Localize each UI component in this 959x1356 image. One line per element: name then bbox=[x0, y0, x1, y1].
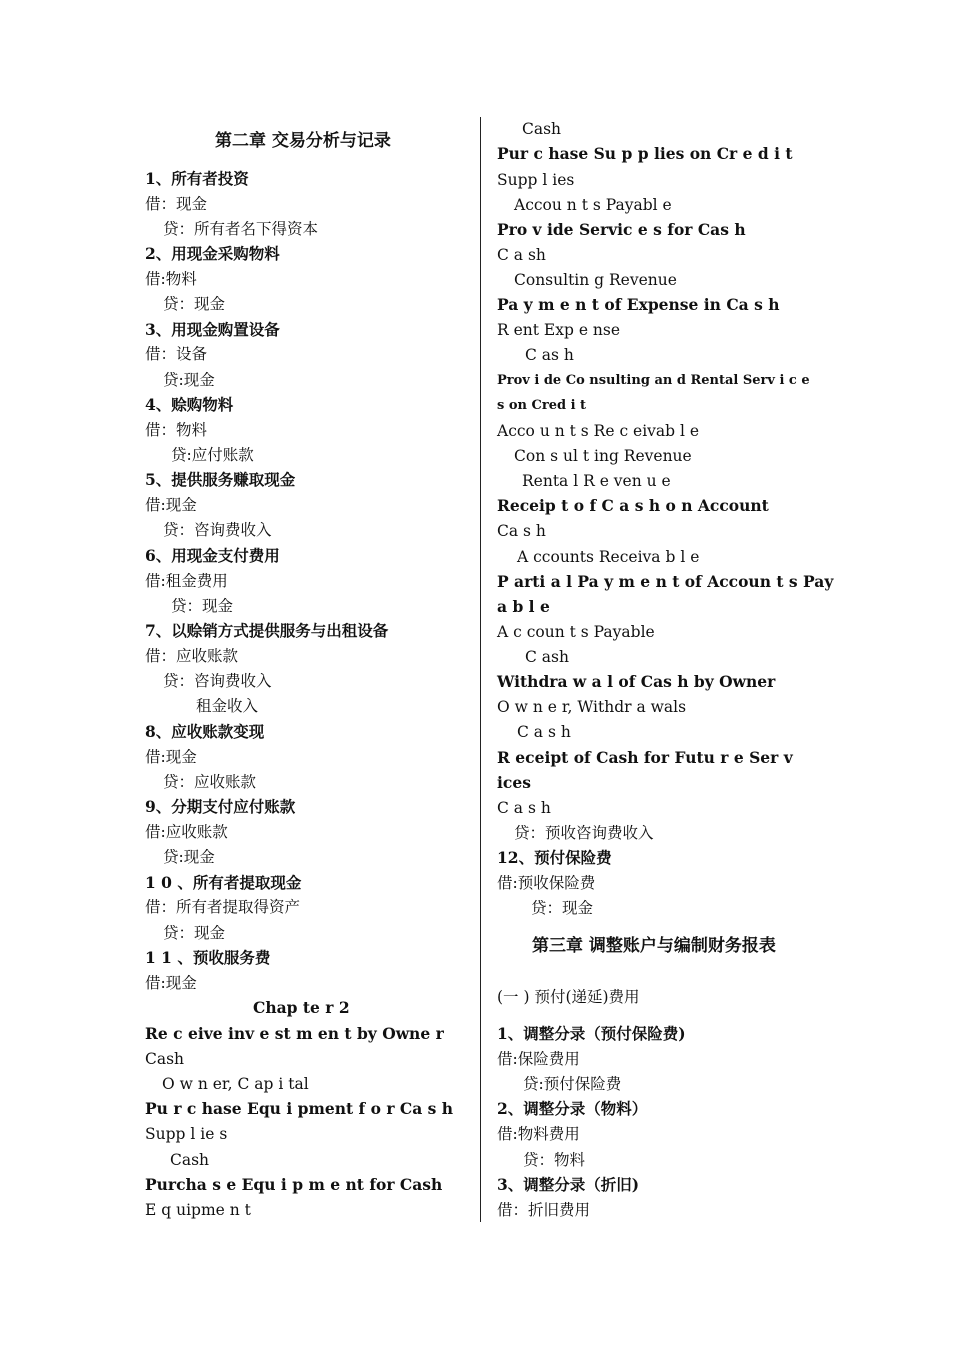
adjust-3-debit: 借：折旧费用 bbox=[497, 1201, 591, 1219]
entry-12-credit: 贷：现金 bbox=[531, 899, 594, 917]
entry-3-credit: 贷:现金 bbox=[163, 371, 215, 389]
en-entry-2-debit: Supp l ie s bbox=[145, 1125, 228, 1143]
chapter-2-title: 第二章 交易分析与记录 bbox=[215, 131, 391, 151]
en-entry-1-heading: Re c eive inv e st m en t by Owne r bbox=[145, 1024, 444, 1043]
en-entry-2-credit: Cash bbox=[170, 1151, 210, 1169]
en-entry-11-heading-line-2: ices bbox=[497, 773, 531, 792]
entry-7-credit: 贷：咨询费收入 bbox=[163, 672, 272, 690]
en-entry-9-debit: A c coun t s Payable bbox=[497, 623, 655, 641]
entry-4-debit: 借：物料 bbox=[145, 421, 208, 439]
en-entry-4-credit: Accou n t s Payabl e bbox=[514, 196, 672, 214]
entry-5-credit: 贷：咨询费收入 bbox=[163, 521, 272, 539]
entry-2-debit: 借:物料 bbox=[145, 270, 197, 288]
adjust-1-credit: 贷:预付保险费 bbox=[523, 1075, 622, 1093]
entry-11-credit: 贷：预收咨询费收入 bbox=[514, 824, 654, 842]
en-entry-9-credit: C ash bbox=[525, 648, 569, 666]
entry-2-heading: 2、用现金采购物料 bbox=[145, 244, 280, 263]
en-entry-9-heading-line-1: P arti a l Pa y m e n t of Accoun t s Pay bbox=[497, 572, 834, 591]
entry-3-heading: 3、用现金购置设备 bbox=[145, 320, 280, 339]
en-entry-6-credit: C as h bbox=[525, 346, 574, 364]
en-entry-11-heading-line-1: R eceipt of Cash for Futu r e Ser v bbox=[497, 748, 793, 767]
adjust-2-heading: 2、调整分录（物料） bbox=[497, 1099, 648, 1118]
en-entry-5-credit: Consultin g Revenue bbox=[514, 271, 677, 289]
adjust-1-heading: 1、调整分录（预付保险费) bbox=[497, 1024, 686, 1043]
entry-6-credit: 贷：现金 bbox=[171, 597, 234, 615]
en-entry-6-heading: Pa y m e n t of Expense in Ca s h bbox=[497, 295, 780, 314]
en-entry-4-heading: Pur c hase Su p p lies on Cr e d i t bbox=[497, 144, 793, 163]
en-entry-3-heading: Purcha s e Equ i p m e nt for Cash bbox=[145, 1175, 443, 1194]
chapter-2-english-title: Chap te r 2 bbox=[253, 998, 350, 1017]
entry-12-heading: 12、预付保险费 bbox=[497, 848, 612, 867]
en-entry-7-credit-2: Renta l R e ven u e bbox=[522, 472, 671, 490]
en-entry-9-heading-line-2: a b l e bbox=[497, 597, 550, 616]
en-entry-8-credit: A ccounts Receiva b l e bbox=[517, 548, 700, 566]
en-entry-7-heading-line-1: Prov i de Co nsulting an d Rental Serv i c e bbox=[497, 373, 810, 388]
en-entry-10-credit: C a s h bbox=[517, 723, 571, 741]
entry-10-heading: 1 0 、所有者提取现金 bbox=[145, 873, 302, 892]
entry-1-credit: 贷：所有者名下得资本 bbox=[163, 220, 319, 238]
entry-11-heading: 1 1 、预收服务费 bbox=[145, 948, 271, 967]
en-entry-8-debit: Ca s h bbox=[497, 522, 546, 540]
en-entry-6-debit: R ent Exp e nse bbox=[497, 321, 621, 339]
entry-7-debit: 借：应收账款 bbox=[145, 647, 239, 665]
en-entry-7-heading-line-2: s on Cred i t bbox=[497, 398, 587, 413]
en-entry-7-credit: Con s ul t ing Revenue bbox=[514, 447, 692, 465]
en-entry-5-debit: C a sh bbox=[497, 246, 546, 264]
section-1-heading: (一 ) 预付(递延)费用 bbox=[497, 988, 640, 1006]
entry-9-credit: 贷:现金 bbox=[163, 848, 215, 866]
entry-3-debit: 借：设备 bbox=[145, 345, 208, 363]
en-entry-3-credit: Cash bbox=[522, 120, 562, 138]
en-entry-4-debit: Supp l ies bbox=[497, 171, 575, 189]
entry-4-heading: 4、赊购物料 bbox=[145, 395, 234, 414]
en-entry-11-debit: C a s h bbox=[497, 799, 551, 817]
entry-4-credit: 贷:应付账款 bbox=[171, 446, 254, 464]
entry-10-credit: 贷：现金 bbox=[163, 924, 226, 942]
entry-10-debit: 借：所有者提取得资产 bbox=[145, 898, 301, 916]
entry-11-debit: 借:现金 bbox=[145, 974, 197, 992]
entry-1-heading: 1、所有者投资 bbox=[145, 169, 249, 188]
en-entry-10-heading: Withdra w a l of Cas h by Owner bbox=[497, 672, 776, 691]
column-divider bbox=[480, 117, 481, 1222]
entry-9-heading: 9、分期支付应付账款 bbox=[145, 797, 296, 816]
entry-8-credit: 贷：应收账款 bbox=[163, 773, 257, 791]
entry-5-heading: 5、提供服务赚取现金 bbox=[145, 470, 296, 489]
entry-5-debit: 借:现金 bbox=[145, 496, 197, 514]
en-entry-2-heading: Pu r c hase Equ i pment f o r Ca s h bbox=[145, 1099, 454, 1118]
entry-6-debit: 借:租金费用 bbox=[145, 572, 228, 590]
adjust-2-debit: 借:物料费用 bbox=[497, 1125, 580, 1143]
en-entry-10-debit: O w n e r, Withdr a wals bbox=[497, 698, 687, 716]
adjust-3-heading: 3、调整分录（折旧) bbox=[497, 1175, 640, 1194]
en-entry-1-debit: Cash bbox=[145, 1050, 185, 1068]
en-entry-7-debit: Acco u n t s Re c eivab l e bbox=[497, 422, 700, 440]
en-entry-8-heading: Receip t o f C a s h o n Account bbox=[497, 496, 769, 515]
entry-6-heading: 6、用现金支付费用 bbox=[145, 546, 280, 565]
entry-7-credit-2: 租金收入 bbox=[196, 697, 259, 715]
adjust-2-credit: 贷：物料 bbox=[523, 1151, 586, 1169]
entry-1-debit: 借：现金 bbox=[145, 195, 208, 213]
entry-7-heading: 7、以赊销方式提供服务与出租设备 bbox=[145, 621, 389, 640]
entry-2-credit: 贷：现金 bbox=[163, 295, 226, 313]
entry-8-debit: 借:现金 bbox=[145, 748, 197, 766]
entry-12-debit: 借:预收保险费 bbox=[497, 874, 596, 892]
en-entry-5-heading: Pro v ide Servic e s for Cas h bbox=[497, 220, 746, 239]
en-entry-1-credit: O w n er, C ap i tal bbox=[162, 1075, 309, 1093]
en-entry-3-debit: E q uipme n t bbox=[145, 1201, 251, 1219]
adjust-1-debit: 借:保险费用 bbox=[497, 1050, 580, 1068]
entry-8-heading: 8、应收账款变现 bbox=[145, 722, 265, 741]
entry-9-debit: 借:应收账款 bbox=[145, 823, 228, 841]
chapter-3-title: 第三章 调整账户与编制财务报表 bbox=[532, 936, 776, 956]
